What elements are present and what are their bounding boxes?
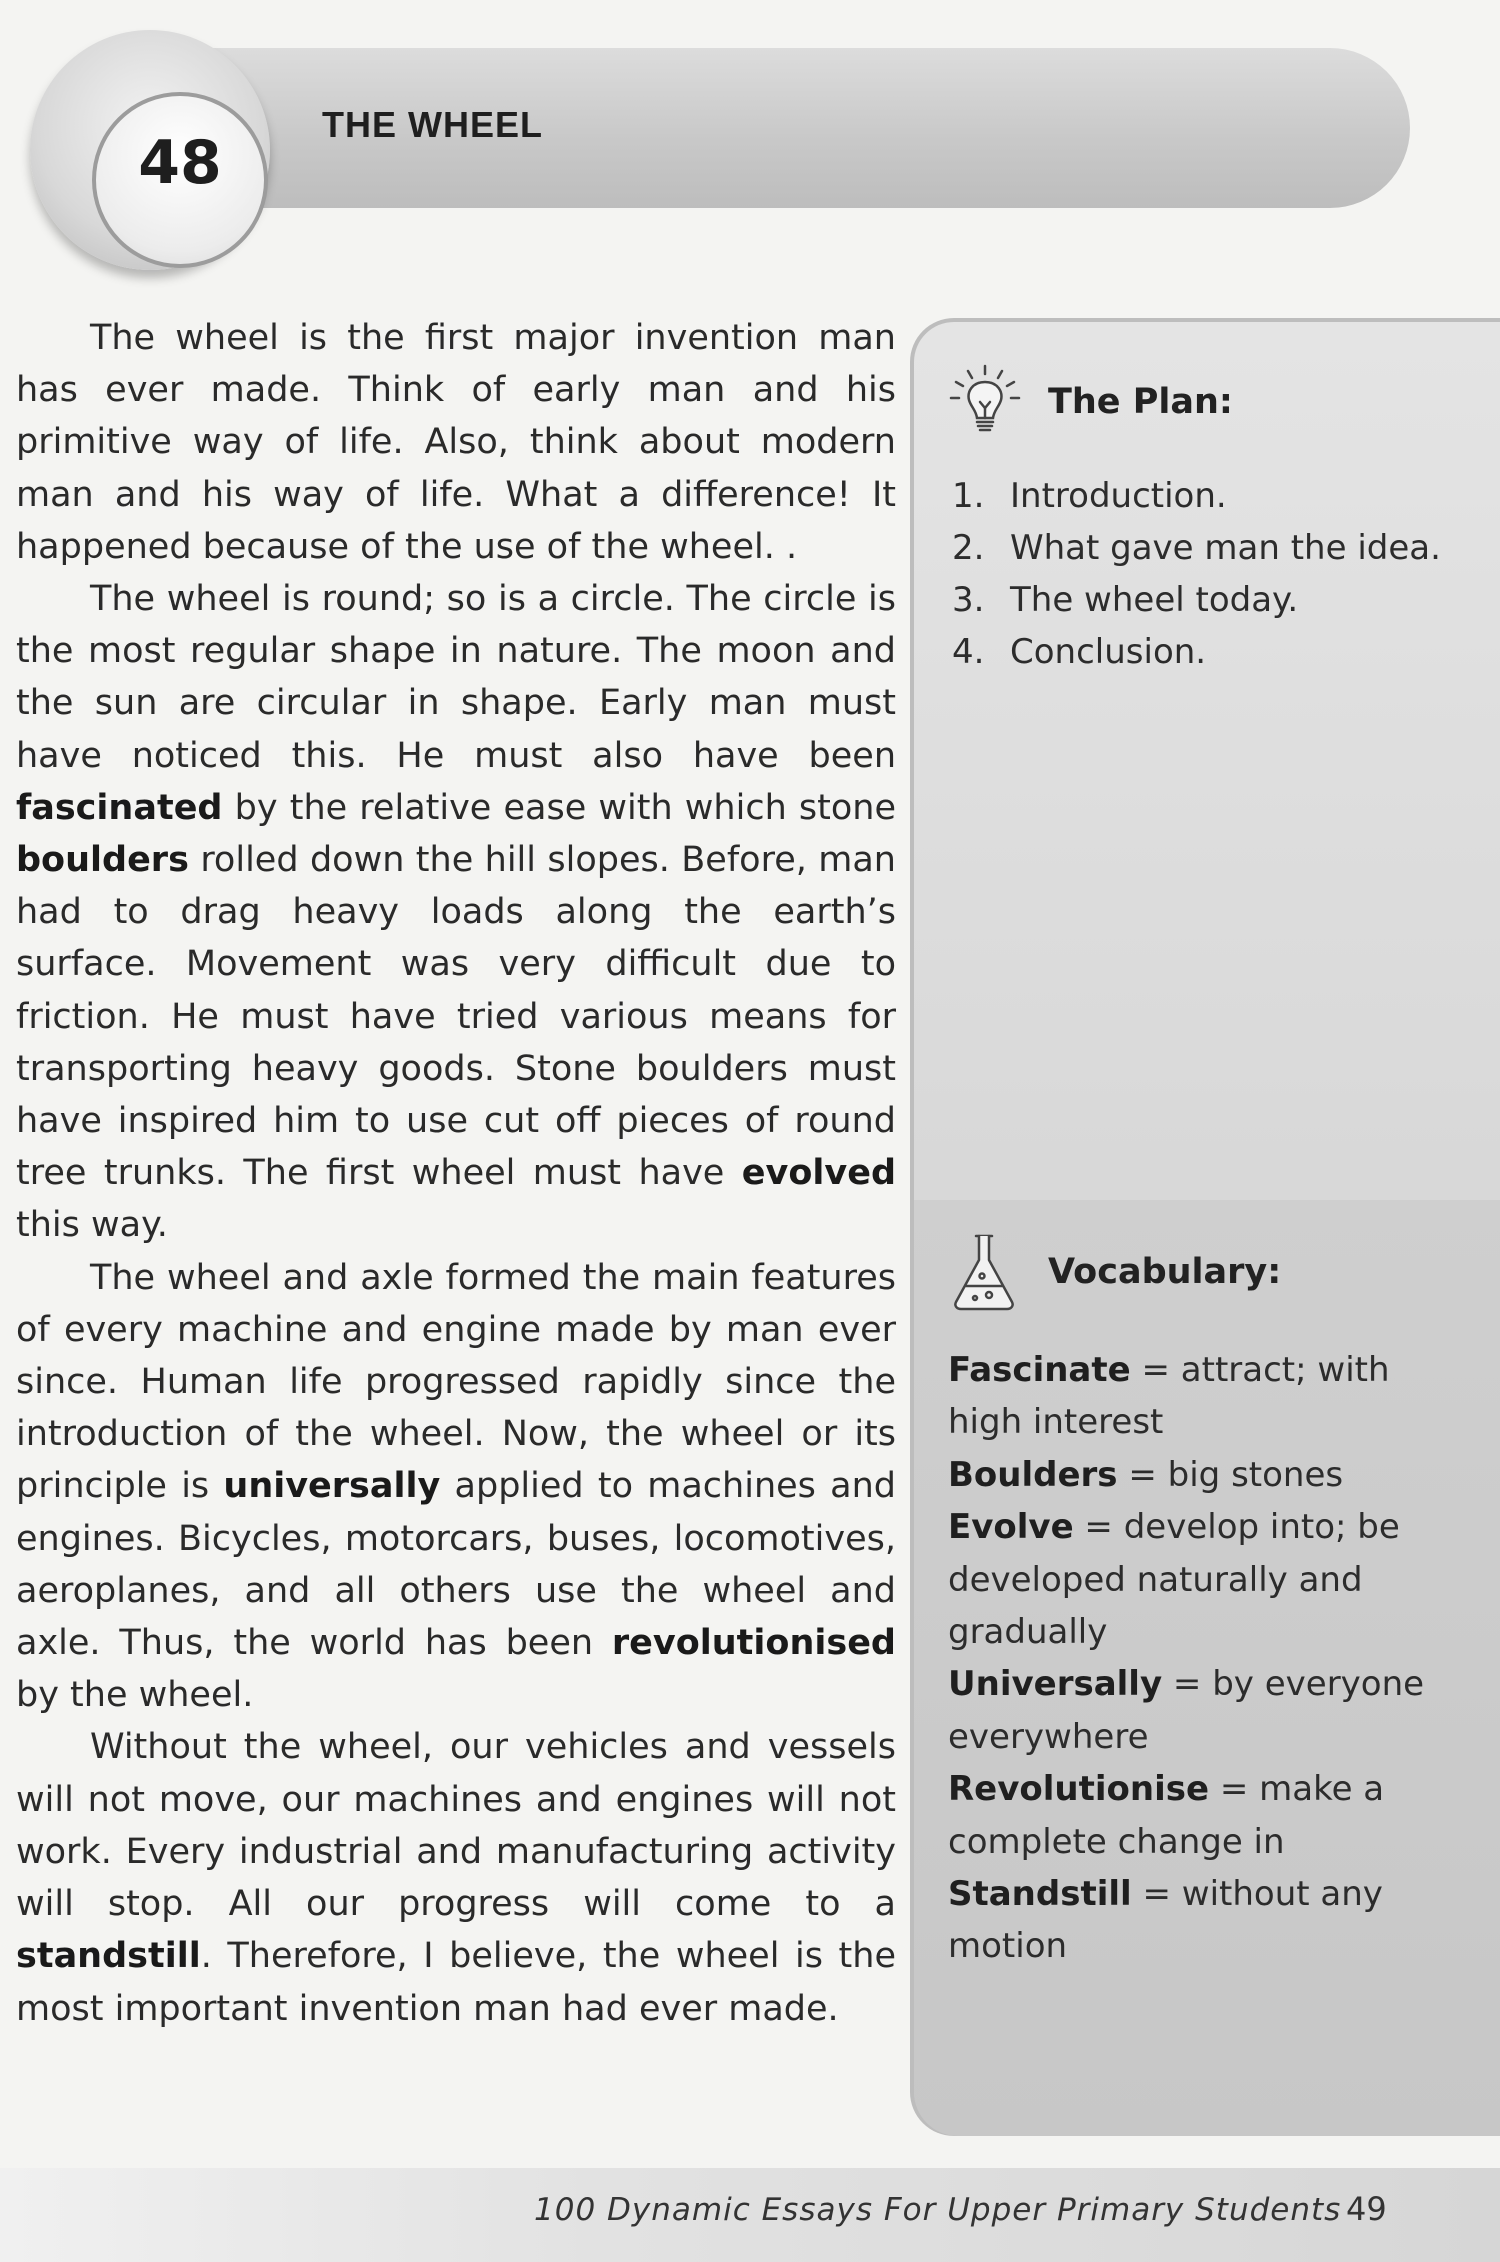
vocab-highlight: revolutionised <box>611 1623 896 1664</box>
essay-paragraph-2 <box>16 573 896 1252</box>
vocab-definition: = by everyone everywhere <box>948 1664 1425 1757</box>
essay-text: by the relative ease with which stone <box>222 787 896 828</box>
plan-item-number: 2. <box>952 528 985 568</box>
vocab-term: Revolutionise <box>948 1769 1210 1810</box>
plan-item-number: 1. <box>952 476 985 516</box>
number-badge <box>30 30 270 270</box>
vocab-definition: = without any motion <box>948 1874 1383 1967</box>
footer-book-title: 100 Dynamic Essays For Upper Primary Students <box>534 2192 1342 2228</box>
vocab-highlight: fascinated <box>16 787 223 828</box>
plan-item-text: Introduction. <box>1010 476 1227 516</box>
plan-item-number: 4. <box>952 632 985 672</box>
plan-header <box>942 362 1233 442</box>
essay-text: The wheel and axle formed the main features of every machine and engine made by man ever since. Human life progressed rapidly since the introduction of the wheel. Now, the wheel or its principle is <box>16 1257 896 1507</box>
vocab-term: Boulders <box>948 1454 1118 1495</box>
plan-list <box>952 470 1492 678</box>
essay-paragraph-3 <box>16 1252 896 1722</box>
vocabulary-list <box>948 1344 1468 1973</box>
essay-title: THE WHEEL <box>322 104 543 145</box>
plan-item <box>952 470 1492 522</box>
vocab-term: Universally <box>948 1664 1163 1705</box>
plan-item-number: 3. <box>952 580 985 620</box>
essay-body <box>16 312 896 2035</box>
vocabulary-header <box>942 1232 1281 1312</box>
vocab-term: Standstill <box>948 1874 1132 1915</box>
vocab-entry <box>948 1658 1468 1763</box>
essay-paragraph-4 <box>16 1721 896 2034</box>
plan-item <box>952 626 1492 678</box>
vocab-entry <box>948 1501 1468 1658</box>
essay-text: The wheel is the first major invention man has ever made. Think of early man and his primitive way of life. Also, think about modern man and his way of life. What a difference! It happened because of the use of the wheel. . <box>16 318 896 567</box>
footer-page-number: 49 <box>1346 2190 1387 2228</box>
essay-number: 48 <box>138 128 222 198</box>
vocab-definition: = big stones <box>1117 1454 1344 1495</box>
plan-item-text: What gave man the idea. <box>1010 528 1441 568</box>
plan-item <box>952 522 1492 574</box>
vocab-highlight: boulders <box>16 840 189 881</box>
vocab-term: Fascinate <box>948 1350 1131 1390</box>
side-panel <box>910 318 1500 2136</box>
essay-paragraph-1 <box>16 312 896 573</box>
vocab-highlight: universally <box>223 1466 441 1507</box>
vocab-definition: = develop into; be developed naturally and gradually <box>948 1507 1400 1653</box>
number-badge-inner <box>92 92 268 268</box>
essay-text: The wheel is round; so is a circle. The circle is the most regular shape in nature. The moon and the sun are circular in shape. Early man must have noticed this. He must also have been <box>16 579 896 776</box>
essay-text: Without the wheel, our vehicles and vessels will not move, our machines and engines will not work. Every industrial and manufacturing activity will stop. All our progress will come to a <box>16 1727 896 1925</box>
vocab-entry <box>948 1449 1468 1501</box>
plan-item-text: Conclusion. <box>1010 632 1207 672</box>
essay-text: this way. <box>16 1205 168 1246</box>
essay-text: by the wheel. <box>16 1675 254 1716</box>
plan-item-text: The wheel today. <box>1010 580 1299 620</box>
vocab-entry <box>948 1344 1468 1449</box>
essay-text: rolled down the hill slopes. Before, man had to drag heavy loads along the earth’s surface. Movement was very difficult due to friction. He must have tried various means for transporting heavy goods. Stone boulders must have inspired him to use cut off pieces of round tree trunks. The first wheel must have <box>16 840 896 1194</box>
vocab-term: Evolve <box>948 1507 1074 1548</box>
lightbulb-icon <box>942 362 1028 442</box>
essay-text: . Therefore, I believe, the wheel is the most important invention man had ever made. <box>16 1936 896 2029</box>
flask-icon <box>942 1232 1028 1312</box>
plan-item <box>952 574 1492 626</box>
vocab-definition: = make a complete change in <box>948 1769 1385 1862</box>
vocab-highlight: evolved <box>741 1153 896 1194</box>
essay-text: applied to machines and engines. Bicycles, motorcars, buses, locomotives, aeroplanes, and all others use the wheel and axle. Thus, the world has been <box>16 1466 896 1664</box>
vocabulary-title: Vocabulary: <box>1048 1252 1282 1292</box>
plan-title: The Plan: <box>1048 382 1233 422</box>
vocab-highlight: standstill <box>16 1936 201 1977</box>
vocab-entry <box>948 1868 1468 1973</box>
vocab-entry <box>948 1763 1468 1868</box>
vocab-definition: = attract; with high interest <box>948 1350 1390 1443</box>
